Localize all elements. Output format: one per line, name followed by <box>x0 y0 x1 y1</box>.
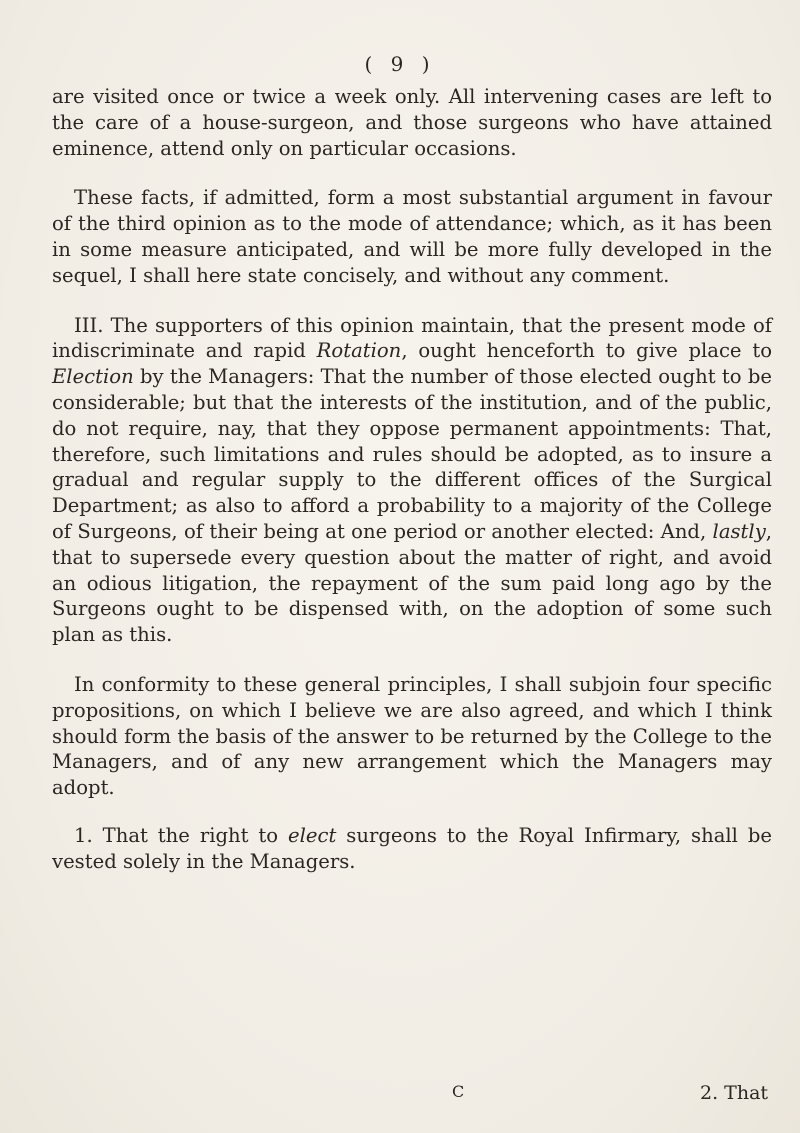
body-text <box>52 84 772 875</box>
rotation-term: Rotation <box>316 339 402 363</box>
paragraph-3-text-d: , that to supersede every question about the matter of right, and avoid an odious litigation, the repayment of the sum paid long ago by the Surgeons ought to be dispensed with, on the adoption of some such plan as this. <box>52 519 772 647</box>
paragraph-5-text-a: 1. That the right to <box>74 823 289 847</box>
paragraph-3-text-a: III. The supporters of this opinion maintain, that the present mode of indiscriminate and rapid <box>52 313 772 363</box>
catchword: 2. That <box>700 1082 769 1104</box>
page-footer <box>0 1082 800 1112</box>
paragraph-2: These facts, if admitted, form a most substantial argument in favour of the third opinion as to the mode of attendance; which, as it has been in some measure anticipated, and will be more fully developed in the sequel, I shall here state concisely, and without any comment. <box>52 186 772 287</box>
paragraph-3 <box>52 313 772 648</box>
lastly-term: lastly <box>712 519 766 543</box>
paragraph-3-text-b: , ought henceforth to give place to <box>401 339 772 363</box>
paragraph-5 <box>52 823 772 875</box>
election-term: Election <box>52 365 134 389</box>
paragraph-5-text-b: surgeons to the Royal Infirmary, shall be vested solely in the Managers. <box>52 823 772 873</box>
page-number: ( 9 ) <box>364 52 436 76</box>
signature-mark: C <box>452 1082 465 1101</box>
paragraph-4: In conformity to these general principles, I shall subjoin four specific propositions, on which I believe we are also agreed, and which I think should form the basis of the answer to be returned by the College to the Managers, and of any new arrangement which the Managers may adopt. <box>52 672 772 800</box>
paragraph-3-text-c: by the Managers: That the number of those elected ought to be considerable; but that the interests of the institution, and of the public, do not require, nay, that they oppose permanent appointments: That, therefore, such limitations and rules should be adopted, as to insure a gradual and regular supply to the different offices of the Surgical Department; as also to afford a probability to a majority of the College of Surgeons, of their being at one period or another elected: And, <box>52 365 772 543</box>
paragraph-1: are visited once or twice a week only. All intervening cases are left to the care of a house-surgeon, and those surgeons who have attained eminence, attend only on particular occasions. <box>52 85 772 160</box>
elect-term: elect <box>288 823 337 847</box>
